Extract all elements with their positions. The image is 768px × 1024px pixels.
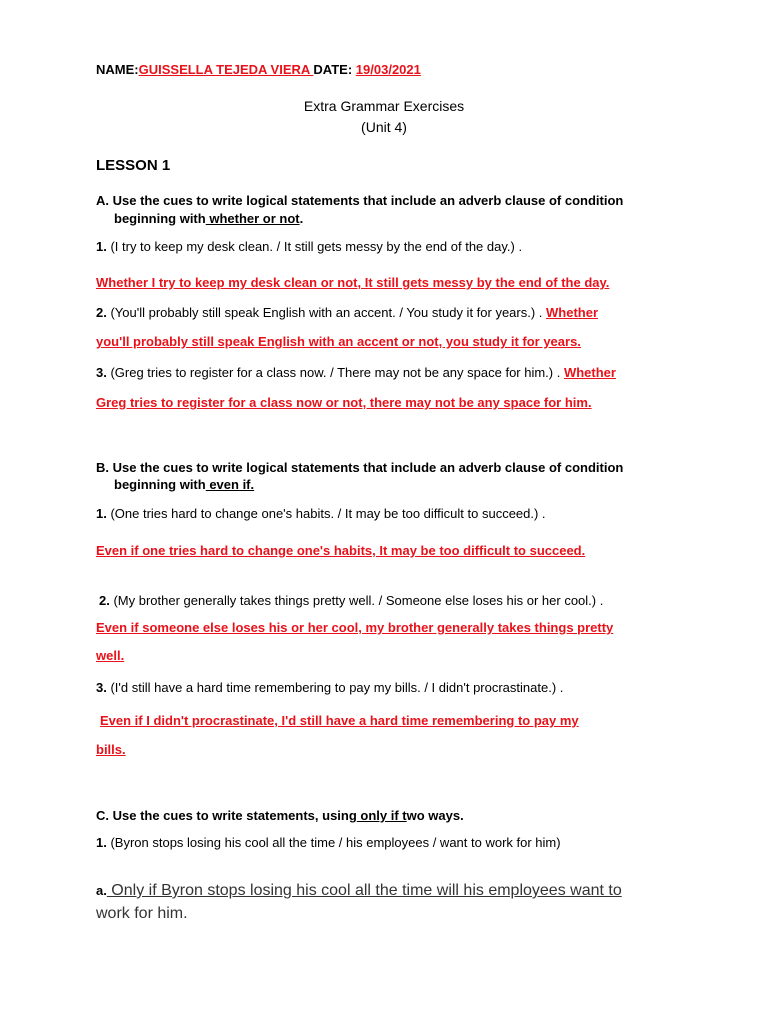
date-value: 19/03/2021 [355,62,421,77]
section-a-instruction-line2: beginning with whether or not. [114,211,304,226]
name-value: GUISSELLA TEJEDA VIERA [138,62,314,77]
section-a-item3-cue: 3. (Greg tries to register for a class now. / There may not be any space for him.) . Whether [96,365,616,380]
section-b-instruction-line2: beginning with even if. [114,477,255,492]
lesson-heading: LESSON 1 [96,157,171,174]
section-a-instruction-line1: A. Use the cues to write logical statements that include an adverb clause of condition [96,193,624,208]
section-a-item3-answer: Greg tries to register for a class now or not, there may not be any space for him. [96,395,592,410]
section-b-item3-answer-line1: Even if I didn't procrastinate, I'd still have a hard time remembering to pay my [100,713,579,728]
section-a-item2-answer: you'll probably still speak English with an accent or not, you study it for years. [96,334,581,349]
section-b-item1-cue: 1. (One tries hard to change one's habits. / It may be too difficult to succeed.) . [96,506,546,521]
section-a-term: whether or not [205,211,300,226]
section-c-instruction: C. Use the cues to write statements, using only if two ways. [96,808,464,823]
section-c-term: only if t [356,808,407,823]
section-b-instruction-line1: B. Use the cues to write logical statements that include an adverb clause of condition [96,460,624,475]
answer-a-label: a. [96,883,107,898]
section-b-item1-answer: Even if one tries hard to change one's habits, It may be too difficult to succeed. [96,543,586,558]
section-b-item2-answer-line1: Even if someone else loses his or her cool, my brother generally takes things pretty [96,620,614,635]
header-line [96,62,421,77]
section-a-item1-cue: 1. (I try to keep my desk clean. / It still gets messy by the end of the day.) . [96,239,523,254]
section-a-item2-cue: 2. (You'll probably still speak English with an accent. / You study it for years.) . Whether [96,305,599,320]
section-b-item2-answer-line2: well. [96,648,125,663]
section-c-answer-a-line1: a. Only if Byron stops losing his cool all the time will his employees want to [96,882,622,899]
section-b-term: even if. [205,477,255,492]
name-label: NAME: [96,62,139,77]
section-a-item1-answer: Whether I try to keep my desk clean or not, It still gets messy by the end of the day. [96,275,610,290]
section-b-item2-cue: 2. (My brother generally takes things pretty well. / Someone else loses his or her cool.) . [99,593,604,608]
date-label: DATE: [313,62,356,77]
section-b-item3-answer-line2: bills. [96,742,126,757]
section-c-item1-cue: 1. (Byron stops losing his cool all the time / his employees / want to work for him) [96,835,561,850]
title-line1: Extra Grammar Exercises [303,98,465,114]
title-line2: (Unit 4) [361,119,407,135]
section-c-answer-a-line2: work for him. [96,905,188,922]
section-b-item3-cue: 3. (I'd still have a hard time remembering to pay my bills. / I didn't procrastinate.) . [96,680,564,695]
